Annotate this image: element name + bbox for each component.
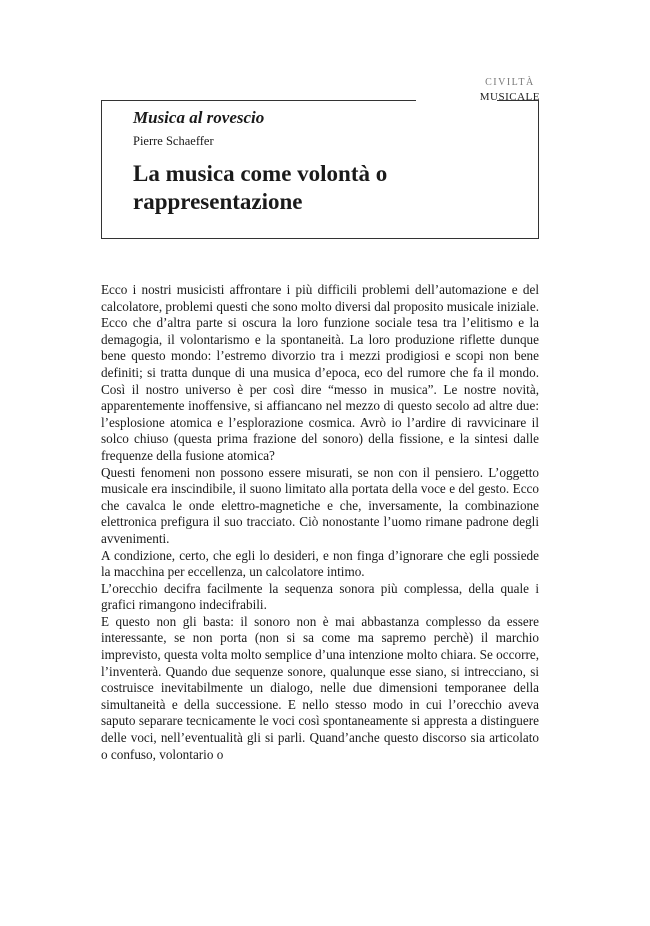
body-paragraph: E questo non gli basta: il sonoro non è mai abbastanza complesso da essere interessante, se non porta (non si sa come ma sapremo perchè) il marchio imprevisto, questa volta molto semplice d’una intenzione molto chiara. Se occorre, l’inventerà. Quando due sequenze sonore, qualunque esse siano, si intrecciano, si costruisce inevitabilmente un dialogo, nelle due dimensioni temporanee della simultaneità e della successione. E nello stesso modo in cui l’orecchio aveva saputo separare tecnicamente le voci così spontaneamente si appresta a distinguere delle voci, nell’eventualità gli si parli. Quand’anche questo discorso sia articolato o confuso, volontario o: [101, 613, 539, 762]
article-body: [101, 282, 539, 763]
body-paragraph: Ecco i nostri musicisti affrontare i più difficili problemi dell’automazione e del calcolatore, problemi questi che sono molto diversi dal proposito musicale iniziale.: [101, 282, 540, 314]
section-label-bottom: MUSICALE: [479, 91, 540, 103]
author-name: Pierre Schaeffer: [133, 134, 214, 148]
article-title: La musica come volontà o rappresentazione: [133, 161, 388, 214]
body-paragraph: Ecco che d’altra parte si oscura la loro funzione sociale tesa tra l’elitismo e la demagogia, il volontarismo e la spontaneità. La loro produzione riflette dunque bene questo mondo: l’estremo divorzio tra i mezzi prodigiosi e scopi non bene definiti; si tratta dunque di una musica d’epoca, eco del rumore che fa il mondo. Così il nostro universo è per così dire “messo in musica”. Le nostre novità, apparentemente inoffensive, si affiancano nel mezzo di questo secolo ad altre due: l’esplosione atomica e l’esplorazione cosmica. Avrò io l’ardire di ravvicinare il solco chiuso (questa prima frazione del sonoro) della fissione, e la sintesi dalle frequenze della fusione atomica?: [101, 315, 539, 463]
body-paragraph: A condizione, certo, che egli lo desideri, e non finga d’ignorare che egli possiede la macchina per eccellenza, un calcolatore intimo.: [101, 547, 539, 580]
frame-top-rule-right: [497, 100, 539, 101]
frame-right-rule: [538, 100, 539, 239]
rubric-title: Musica al rovescio: [133, 108, 265, 127]
body-paragraph: Questi fenomeni non possono essere misurati, se non con il pensiero. L’oggetto musicale era inscindibile, il suono limitato alla portata della voce e del gesto. Ecco che cavalca le onde elettro-magnetiche e che, inversamente, la combinazione elettronica prefigura il suo tracciato. Ciò nonostante l’uomo rimane padrone degli avvenimenti.: [101, 464, 539, 546]
frame-top-rule-left: [101, 100, 416, 101]
section-label-top: CIVILTÀ: [485, 77, 535, 88]
body-paragraph: L’orecchio decifra facilmente la sequenza sonora più complessa, della quale i grafici rimangono indecifrabili.: [101, 580, 539, 613]
